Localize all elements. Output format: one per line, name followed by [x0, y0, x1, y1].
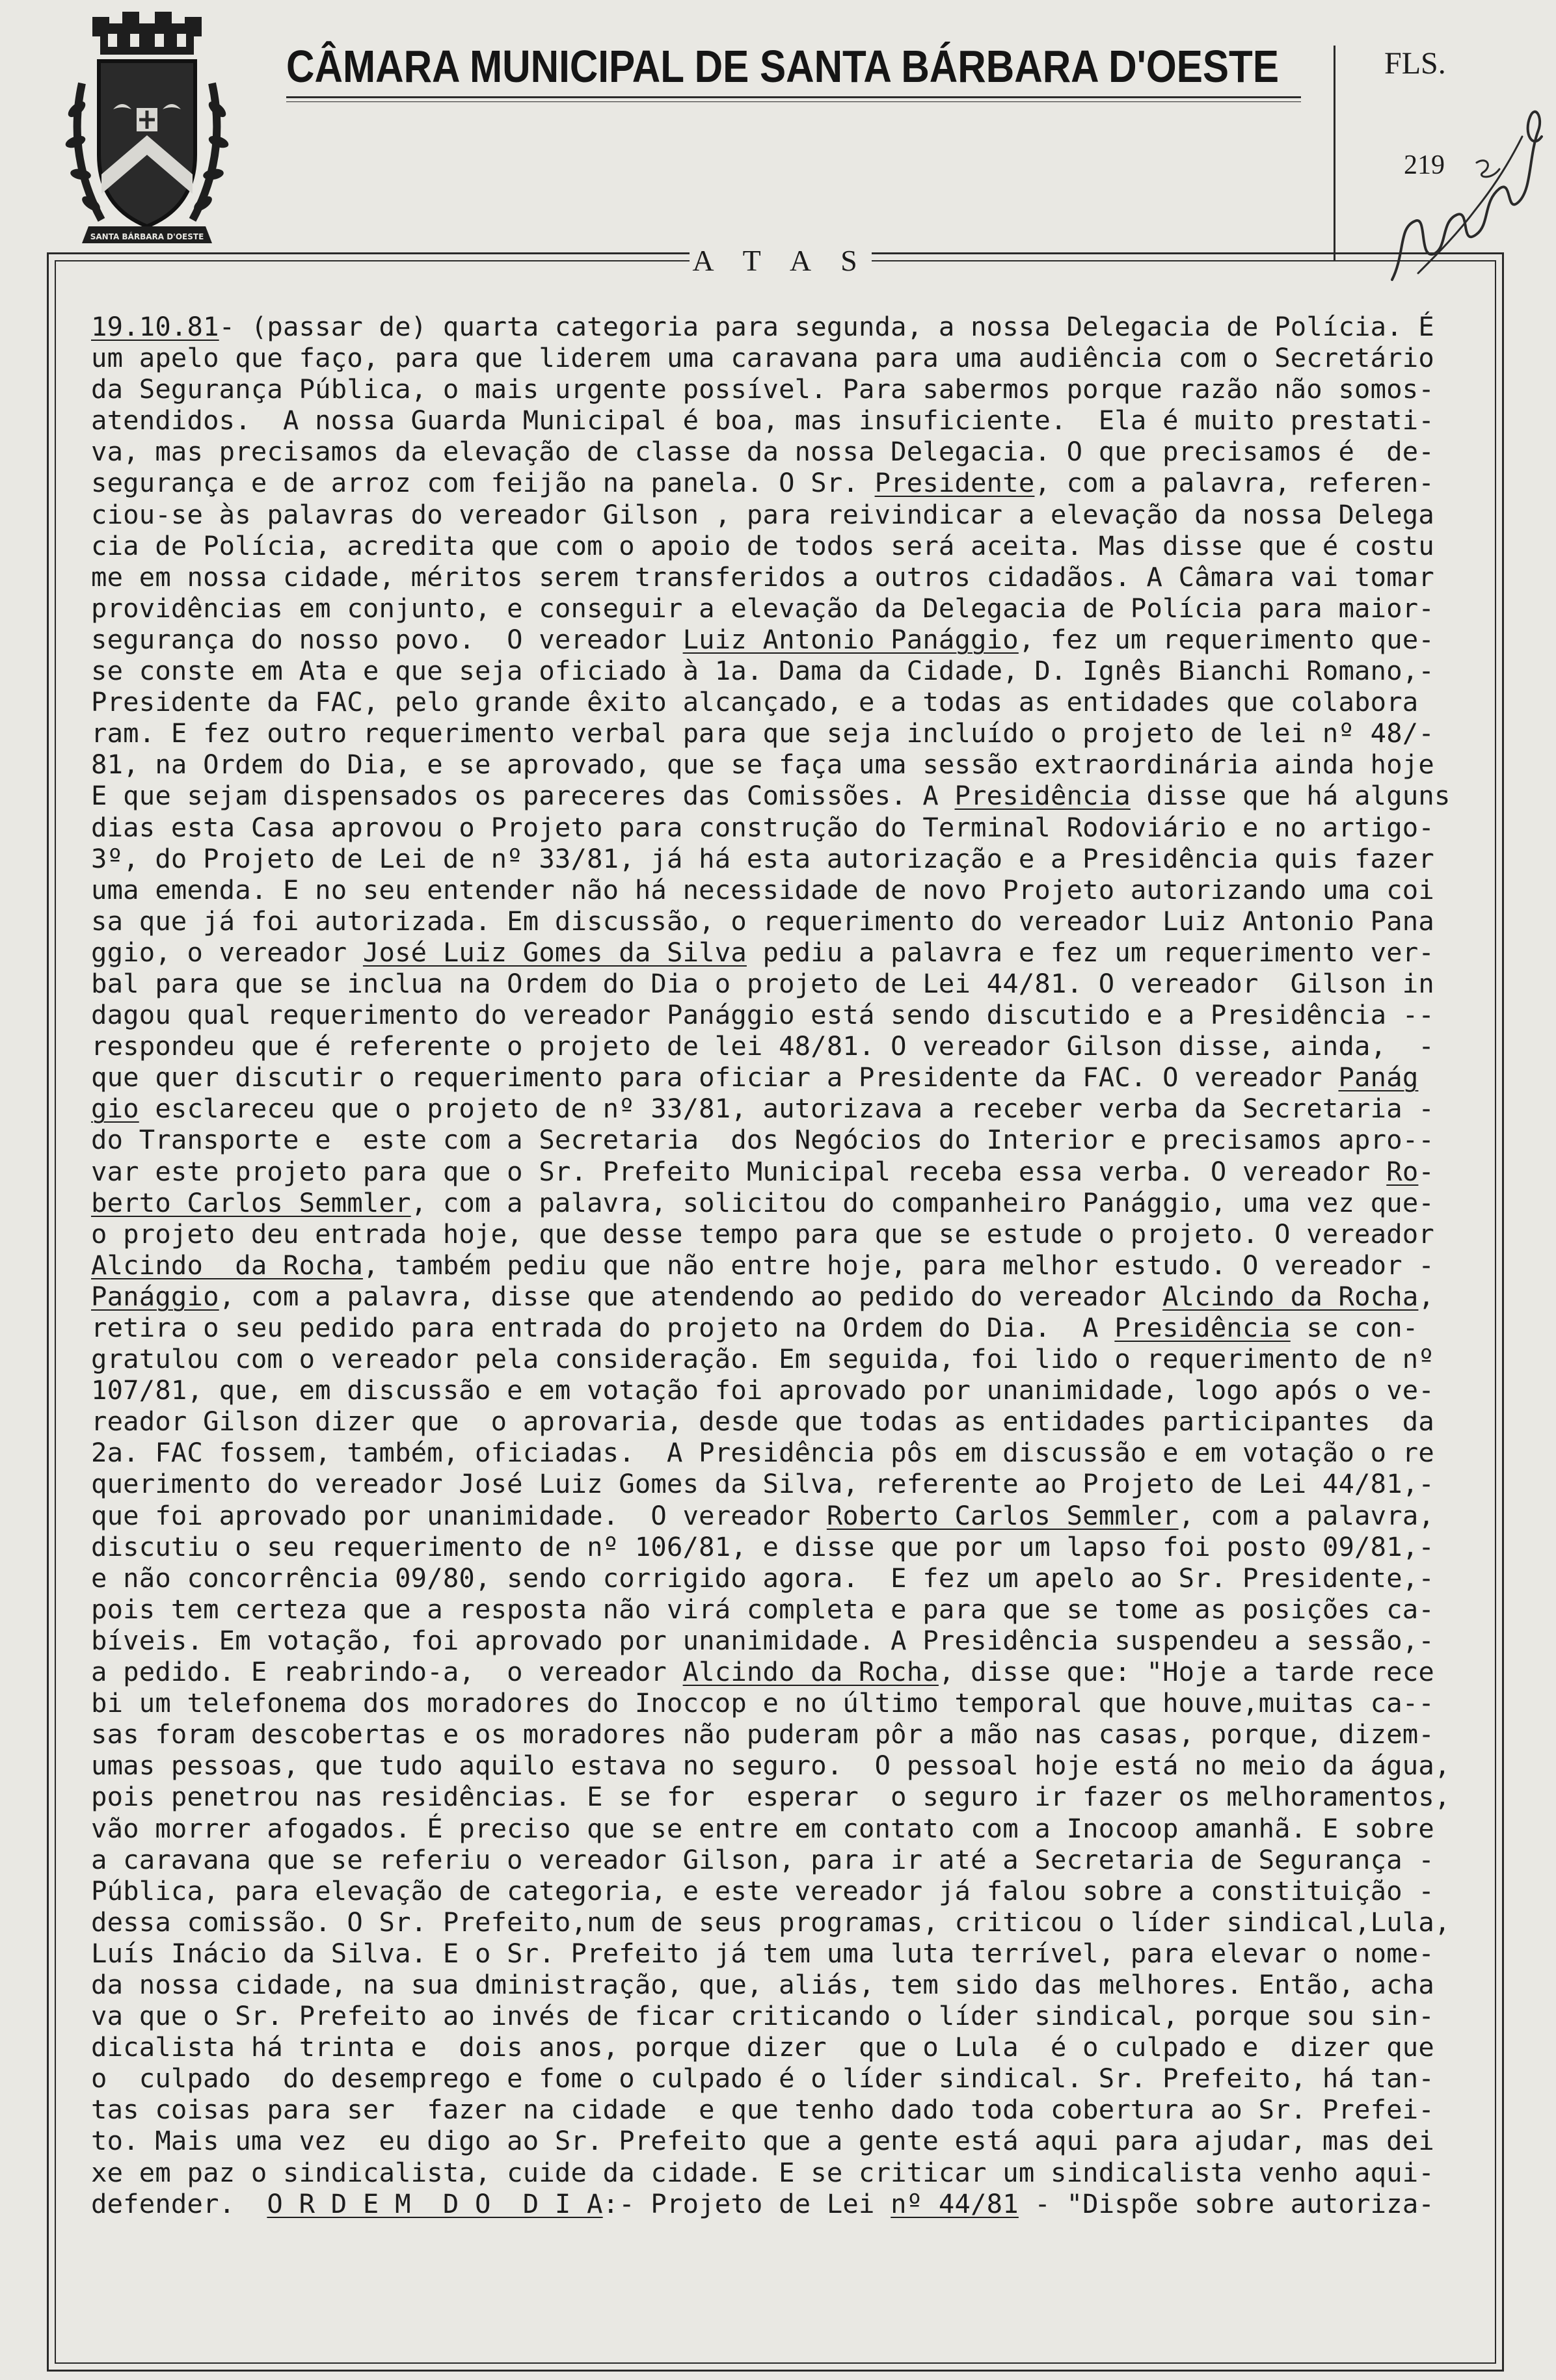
text-line	[91, 1906, 1464, 1938]
underlined-text: Panággio	[91, 1280, 219, 1312]
text-segment: - (passar de) quarta categoria para segunda, a nossa Delegacia de Polícia. É	[219, 311, 1434, 342]
text-line	[91, 1500, 1464, 1531]
text-line	[91, 1030, 1464, 1062]
text-segment: uma emenda. E no seu entender não há necessidade de novo Projeto autorizando uma coi	[91, 874, 1434, 905]
text-line	[91, 373, 1464, 405]
text-segment: sas foram descobertas e os moradores não puderam pôr a mão nas casas, porque, dizem-	[91, 1718, 1434, 1750]
text-segment: respondeu que é referente o projeto de lei 48/81. O vereador Gilson disse, ainda, -	[91, 1030, 1434, 1062]
underlined-text: Presidência	[1114, 1312, 1291, 1343]
text-segment: cia de Polícia, acredita que com o apoio de todos será aceita. Mas disse que é costu	[91, 529, 1434, 561]
text-line	[91, 905, 1464, 937]
text-line	[91, 499, 1464, 530]
text-segment: dagou qual requerimento do vereador Panággio está sendo discutido e a Presidência --	[91, 999, 1434, 1031]
text-segment: , com a palavra, disse que atendendo ao pedido do vereador	[219, 1280, 1163, 1312]
text-segment: gratulou com o vereador pela consideração. Em seguida, foi lido o requerimento de nº	[91, 1343, 1434, 1375]
underlined-text: Ro	[1386, 1155, 1419, 1187]
text-line	[91, 1844, 1464, 1875]
text-segment: da nossa cidade, na sua dministração, que, aliás, tem sido das melhores. Então, acha	[91, 1968, 1434, 2000]
text-segment: da Segurança Pública, o mais urgente possível. Para sabermos porque razão não somos-	[91, 373, 1434, 405]
text-line	[91, 2157, 1464, 2188]
text-segment: dessa comissão. O Sr. Prefeito,num de seus programas, criticou o líder sindical,Lula,	[91, 1906, 1451, 1938]
text-line	[91, 342, 1464, 373]
underlined-text: berto Carlos Semmler	[91, 1186, 411, 1218]
text-segment: e não concorrência 09/80, sendo corrigido agora. E fez um apelo ao Sr. Presidente,-	[91, 1562, 1434, 1594]
text-segment: pois tem certeza que a resposta não virá completa e para que se tome as posições ca-	[91, 1593, 1434, 1625]
text-segment: Luís Inácio da Silva. E o Sr. Prefeito já tem uma luta terrível, para elevar o nome-	[91, 1937, 1434, 1969]
text-segment: , disse que: "Hoje a tarde rece	[938, 1656, 1434, 1688]
underlined-text: O R D E M D O D I A	[267, 2187, 603, 2219]
text-line	[91, 1750, 1464, 1781]
section-title: A T A S	[690, 243, 872, 278]
text-line	[91, 311, 1464, 342]
text-line	[91, 1781, 1464, 1812]
underlined-text: Luiz Antonio Panággio	[682, 623, 1019, 655]
text-segment: E que sejam dispensados os pareceres das Comissões. A	[91, 780, 955, 812]
text-line	[91, 1250, 1464, 1281]
underlined-text: Roberto Carlos Semmler	[826, 1499, 1179, 1531]
text-line	[91, 1468, 1464, 1499]
text-line	[91, 843, 1464, 874]
text-segment: pois penetrou nas residências. E se for esperar o seguro ir fazer os melhoramentos,	[91, 1781, 1451, 1813]
text-line	[91, 2031, 1464, 2063]
text-line	[91, 1594, 1464, 1625]
text-line	[91, 1687, 1464, 1718]
text-segment: var este projeto para que o Sr. Prefeito Municipal receba essa verba. O vereador	[91, 1155, 1387, 1187]
text-segment: , com a palavra, solicitou do companheiro Panággio, uma vez que-	[410, 1186, 1434, 1218]
text-segment: ,	[1418, 1280, 1435, 1312]
text-segment: dicalista há trinta e dois anos, porque dizer que o Lula é o culpado e dizer que	[91, 2031, 1434, 2063]
underlined-text: Panág	[1338, 1062, 1419, 1093]
text-segment: se con-	[1290, 1312, 1419, 1343]
text-segment: ciou-se às palavras do vereador Gilson , para reivindicar a elevação da nossa Delega	[91, 498, 1434, 530]
text-segment: pediu a palavra e fez um requerimento ver-	[746, 936, 1434, 968]
crest-banner-text: SANTA BÁRBARA D'OESTE	[90, 232, 204, 241]
text-line	[91, 593, 1464, 624]
underlined-text: Presidente	[874, 467, 1035, 499]
underlined-text: Alcindo da Rocha	[91, 1249, 363, 1281]
organization-name: CÂMARA MUNICIPAL DE SANTA BÁRBARA D'OESTE	[286, 41, 1279, 92]
text-segment: :- Projeto de Lei	[602, 2187, 891, 2219]
text-segment: que foi aprovado por unanimidade. O vereador	[91, 1499, 827, 1531]
text-segment: , com a palavra,	[1178, 1499, 1434, 1531]
text-line	[91, 1875, 1464, 1906]
text-segment: umas pessoas, que tudo aquilo estava no seguro. O pessoal hoje está no meio da água,	[91, 1750, 1451, 1782]
text-segment: , com a palavra, referen-	[1034, 467, 1434, 499]
text-segment: discutiu o seu requerimento de nº 106/81, e disse que por um lapso foi posto 09/81,-	[91, 1531, 1434, 1562]
text-line	[91, 624, 1464, 655]
text-segment: , também pediu que não entre hoje, para melhor estudo. O vereador -	[362, 1249, 1434, 1281]
text-line	[91, 1437, 1464, 1468]
text-line	[91, 1124, 1464, 1155]
text-line	[91, 1656, 1464, 1687]
text-segment: Pública, para elevação de categoria, e este vereador já falou sobre a constituição -	[91, 1875, 1434, 1906]
text-line	[91, 1187, 1464, 1218]
text-segment: , fez um requerimento que-	[1018, 623, 1434, 655]
text-segment: bíveis. Em votação, foi aprovado por unanimidade. A Presidência suspendeu a sessão,-	[91, 1624, 1434, 1656]
text-line	[91, 937, 1464, 968]
text-segment: ram. E fez outro requerimento verbal para que seja incluído o projeto de lei nº 48/-	[91, 717, 1434, 749]
text-segment: se conste em Ata e que seja oficiado à 1a. Dama da Cidade, D. Ignês Bianchi Romano,-	[91, 655, 1434, 687]
text-segment: 81, na Ordem do Dia, e se aprovado, que se faça uma sessão extraordinária ainda hoje	[91, 749, 1434, 781]
text-segment: esclareceu que o projeto de nº 33/81, autorizava a receber verba da Secretaria -	[139, 1093, 1434, 1125]
text-line	[91, 561, 1464, 593]
text-line	[91, 1343, 1464, 1374]
text-segment: to. Mais uma vez eu digo ao Sr. Prefeito que a gente está aqui para ajudar, mas dei	[91, 2125, 1434, 2157]
text-segment: do Transporte e este com a Secretaria dos Negócios do Interior e precisamos apro--	[91, 1124, 1434, 1156]
text-line	[91, 467, 1464, 498]
text-segment: 2a. FAC fossem, também, oficiadas. A Presidência pôs em discussão e em votação o re	[91, 1437, 1434, 1469]
text-line	[91, 1093, 1464, 1124]
text-line	[91, 2063, 1464, 2094]
text-segment: atendidos. A nossa Guarda Municipal é boa, mas insuficiente. Ela é muito prestati-	[91, 405, 1434, 436]
text-line	[91, 780, 1464, 811]
text-segment: xe em paz o sindicalista, cuide da cidade. E se criticar um sindicalista venho aqui-	[91, 2156, 1434, 2188]
text-segment: um apelo que faço, para que liderem uma caravana para uma audiência com o Secretário	[91, 342, 1434, 374]
text-segment: defender.	[91, 2187, 267, 2219]
text-line	[91, 1312, 1464, 1343]
text-segment: Presidente da FAC, pelo grande êxito alcançado, e a todas as entidades que colabora	[91, 686, 1419, 718]
text-line	[91, 1281, 1464, 1312]
text-segment: a caravana que se referiu o vereador Gilson, para ir até a Secretaria de Segurança -	[91, 1843, 1434, 1875]
text-line	[91, 2125, 1464, 2156]
text-segment: o projeto deu entrada hoje, que desse tempo para que se estude o projeto. O vereador	[91, 1218, 1434, 1250]
text-line	[91, 812, 1464, 843]
text-line	[91, 1156, 1464, 1187]
text-line	[91, 1562, 1464, 1594]
text-line	[91, 1625, 1464, 1656]
text-segment: disse que há alguns	[1130, 780, 1451, 812]
underlined-text: Presidência	[954, 780, 1131, 812]
text-line	[91, 1938, 1464, 1969]
text-line	[91, 2188, 1464, 2219]
text-line	[91, 999, 1464, 1030]
text-segment: querimento do vereador José Luiz Gomes da Silva, referente ao Projeto de Lei 44/81,-	[91, 1468, 1434, 1500]
text-segment: retira o seu pedido para entrada do projeto na Ordem do Dia. A	[91, 1312, 1115, 1343]
text-line	[91, 1813, 1464, 1844]
text-line	[91, 405, 1464, 436]
underlined-text: Alcindo da Rocha	[682, 1656, 939, 1688]
text-segment: que quer discutir o requerimento para oficiar a Presidente da FAC. O vereador	[91, 1062, 1339, 1093]
text-line	[91, 1062, 1464, 1093]
header-divider	[1334, 46, 1335, 260]
text-segment: 3º, do Projeto de Lei de nº 33/81, já há esta autorização e a Presidência quis fazer	[91, 842, 1434, 874]
text-line	[91, 2000, 1464, 2031]
text-segment: -	[1418, 1155, 1434, 1187]
text-line	[91, 1531, 1464, 1562]
text-segment: vão morrer afogados. É preciso que se entre em contato com a Inocoop amanhã. E sobre	[91, 1812, 1434, 1844]
text-line	[91, 1406, 1464, 1437]
text-segment: ggio, o vereador	[91, 936, 363, 968]
text-line	[91, 749, 1464, 780]
text-line	[91, 530, 1464, 561]
text-line	[91, 1374, 1464, 1406]
text-segment: sa que já foi autorizada. Em discussão, o requerimento do vereador Luiz Antonio Pana	[91, 905, 1434, 937]
text-segment: segurança e de arroz com feijão na panela. O Sr.	[91, 467, 875, 499]
municipal-crest-seal	[62, 12, 232, 252]
text-line	[91, 1969, 1464, 2000]
text-segment: segurança do nosso povo. O vereador	[91, 623, 683, 655]
header-rule	[286, 96, 1301, 98]
text-segment: bi um telefonema dos moradores do Inoccop e no último temporal que houve,muitas ca--	[91, 1687, 1434, 1719]
text-line	[91, 717, 1464, 749]
text-segment: dias esta Casa aprovou o Projeto para construção do Terminal Rodoviário e no artigo-	[91, 811, 1434, 843]
text-line	[91, 968, 1464, 999]
text-line	[91, 1218, 1464, 1250]
text-segment: o culpado do desemprego e fome o culpado é o líder sindical. Sr. Prefeito, há tan-	[91, 2063, 1434, 2094]
underlined-text: Alcindo da Rocha	[1162, 1280, 1419, 1312]
text-segment: providências em conjunto, e conseguir a elevação da Delegacia de Polícia para maior-	[91, 592, 1434, 624]
underlined-text: nº 44/81	[891, 2187, 1019, 2219]
minutes-body-text	[91, 311, 1464, 2219]
underlined-text: 19.10.81	[91, 311, 219, 342]
text-line	[91, 2094, 1464, 2125]
text-line	[91, 655, 1464, 686]
text-segment: me em nossa cidade, méritos serem transferidos a outros cidadãos. A Câmara vai tomar	[91, 561, 1434, 593]
underlined-text: gio	[91, 1093, 139, 1125]
text-segment: bal para que se inclua na Ordem do Dia o projeto de Lei 44/81. O vereador Gilson in	[91, 967, 1434, 999]
text-line	[91, 686, 1464, 717]
text-segment: tas coisas para ser fazer na cidade e que tenho dado toda cobertura ao Sr. Prefei-	[91, 2094, 1434, 2126]
header-rule-thin	[286, 101, 1301, 102]
text-line	[91, 436, 1464, 467]
text-segment: reador Gilson dizer que o aprovaria, desde que todas as entidades participantes da	[91, 1406, 1434, 1437]
text-line	[91, 874, 1464, 905]
text-segment: 107/81, que, em discussão e em votação foi aprovado por unanimidade, logo após o ve-	[91, 1374, 1434, 1406]
text-segment: va, mas precisamos da elevação de classe da nossa Delegacia. O que precisamos é de-	[91, 436, 1434, 468]
text-segment: a pedido. E reabrindo-a, o vereador	[91, 1656, 683, 1688]
folio-label: FLS.	[1384, 46, 1446, 81]
underlined-text: José Luiz Gomes da Silva	[362, 936, 747, 968]
text-line	[91, 1718, 1464, 1750]
folio-number: 219	[1404, 150, 1445, 180]
text-segment: va que o Sr. Prefeito ao invés de ficar criticando o líder sindical, porque sou sin-	[91, 2000, 1434, 2032]
text-segment: - "Dispõe sobre autoriza-	[1018, 2187, 1435, 2219]
